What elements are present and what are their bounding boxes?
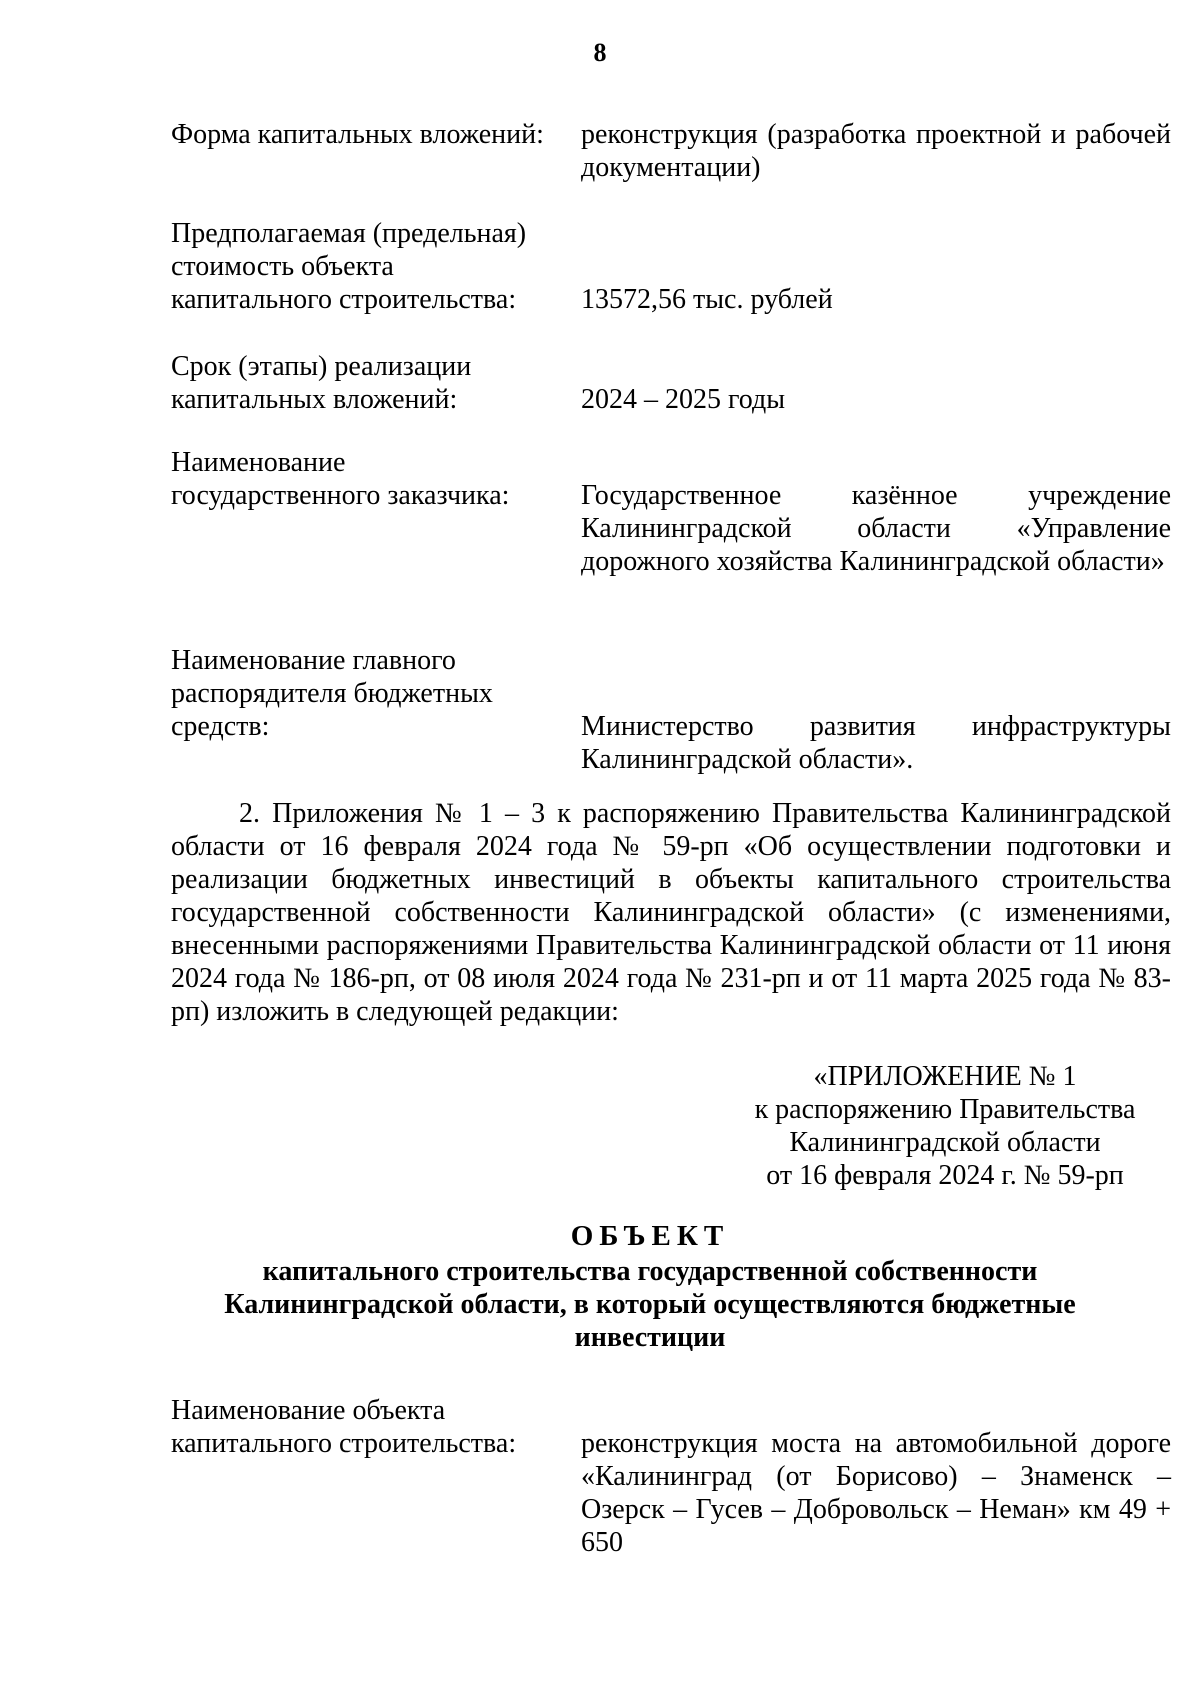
document-subtitle [200,1255,1100,1354]
field-label [171,446,571,512]
field-label-line: капитального строительства: [171,1428,517,1459]
title-block [200,1217,1100,1354]
subtitle-line: капитального строительства государственной собственности [262,1256,1038,1287]
field-label-line: средств: [171,711,270,742]
page-number: 8 [593,38,607,67]
field-value: Государственное казённое учреждение Калининградской области «Управление дорожного хозяйства Калининградской области» [581,480,1171,577]
field-label-line: Предполагаемая (предельная) [171,218,527,249]
field-value: реконструкция (разработка проектной и рабочей документации) [581,119,1171,183]
field-label-line: распорядителя бюджетных [171,678,493,709]
field-label [171,217,571,316]
document-title: ОБЪЕКТ [570,1220,730,1252]
subtitle-line: инвестиции [574,1322,726,1353]
appendix-line: Калининградской области [789,1127,1101,1158]
field-value: реконструкция моста на автомобильной дороге «Калининград (от Борисово) – Знаменск – Озерск – Гусев – Добровольск – Неман» км 49 + 650 [581,1428,1171,1558]
field-label [171,118,571,151]
field-value: 13572,56 тыс. рублей [581,284,833,315]
field-label-line: капитальных вложений: [171,384,458,415]
field-value: 2024 – 2025 годы [581,384,786,415]
field-label [171,644,571,743]
paragraph-2: 2. Приложения № 1 – 3 к распоряжению Правительства Калининградской области от 16 февраля 2024 года № 59-рп «Об осуществлении подготовки и реализации бюджетных инвестиций в объекты капитального строительства государственной собственности Калининградской области» (с изменениями, внесенными распоряжениями Правительства Калининградской области от 11 июня 2024 года № 186-рп, от 08 июля 2024 года № 231-рп и от 11 марта 2025 года № 83-рп) изложить в следующей редакции: [171,798,1171,1027]
field-label-line: Форма капитальных вложений: [171,119,544,150]
field-label-line: стоимость объекта [171,251,394,282]
appendix-title: «ПРИЛОЖЕНИЕ № 1 [813,1061,1077,1092]
field-value: Министерство развития инфраструктуры Калининградской области». [581,711,1171,775]
field-label [171,350,571,416]
appendix-line: от 16 февраля 2024 г. № 59-рп [766,1160,1124,1191]
subtitle-line: Калининградской области, в который осуществляются бюджетные [224,1289,1076,1320]
field-label-line: Наименование [171,447,346,478]
field-label-line: Наименование объекта [171,1395,446,1426]
field-label [171,1394,571,1460]
appendix-line: к распоряжению Правительства [754,1094,1136,1125]
field-label-line: капитального строительства: [171,284,517,315]
appendix-header [700,1060,1190,1192]
field-label-line: Наименование главного [171,645,456,676]
field-label-line: Срок (этапы) реализации [171,351,472,382]
field-label-line: государственного заказчика: [171,480,510,511]
